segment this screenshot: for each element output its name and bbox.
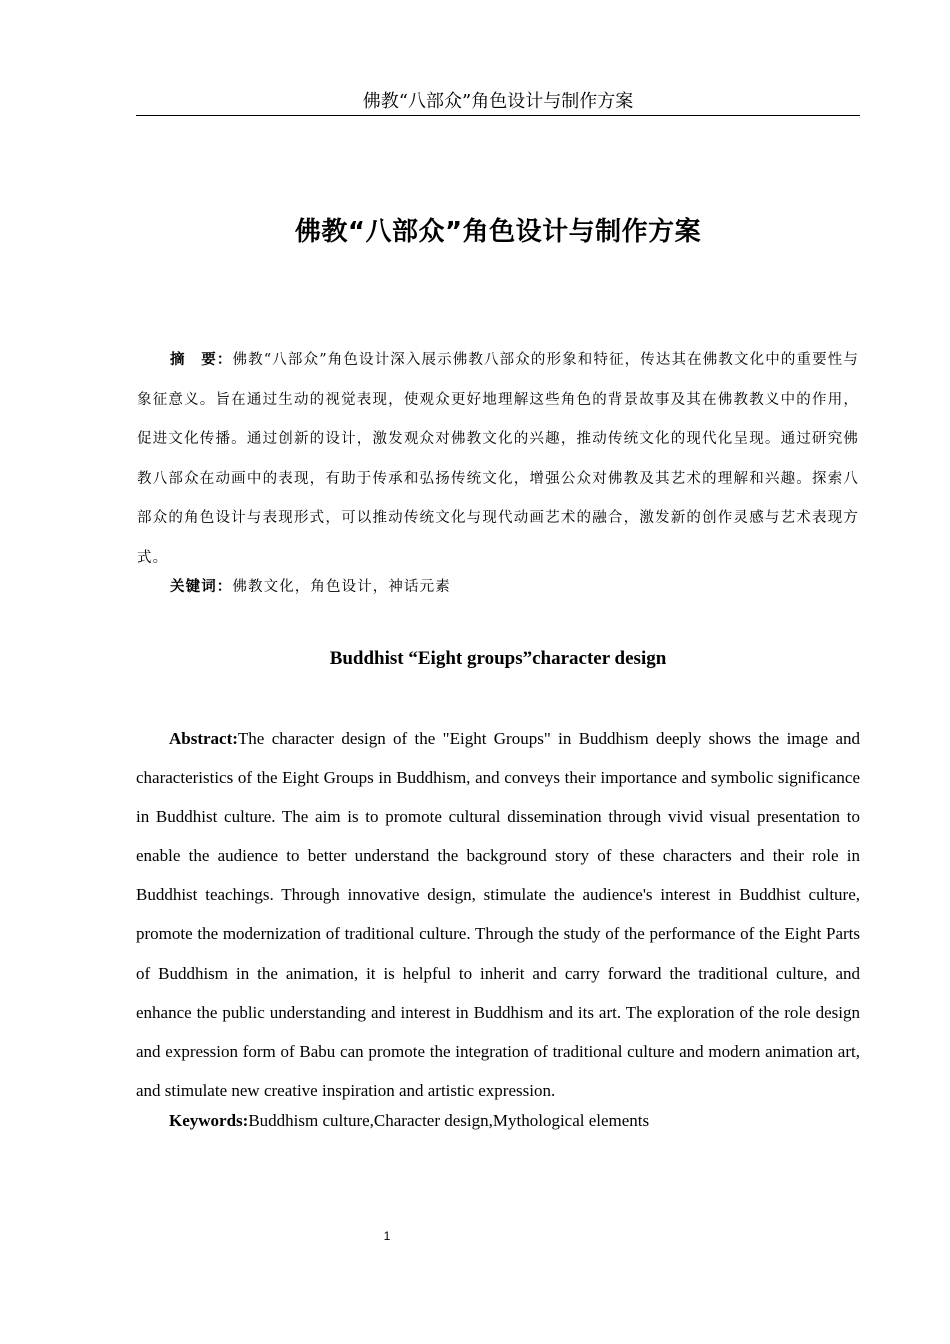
english-title: Buddhist “Eight groups”character design [329,648,667,669]
chinese-abstract-label: 摘 要： [170,352,233,368]
chinese-keywords [137,574,859,600]
english-abstract [136,719,860,1110]
chinese-title: 佛教“八部众”角色设计与制作方案 [294,217,702,247]
english-abstract-text: The character design of the "Eight Groups" in Buddhism deeply shows the image and characteristics of the Eight Groups in Buddhism, and conveys their importance and symbolic significance in Buddhist culture. The aim is to promote cultural dissemination through vivid visual presentation to enable the audience to better understand the background story of these characters and their role in Buddhist teachings. Through innovative design, stimulate the audience's interest in Buddhist culture, promote the modernization of traditional culture. Through the study of the performance of the Eight Parts of Buddhism in the animation, it is helpful to inherit and carry forward the traditional culture, and enhance the public understanding and interest in Buddhism and its art. The exploration of the role design and expression form of Babu can promote the integration of traditional culture and modern animation art, and stimulate new creative inspiration and artistic expression. [136,729,860,1100]
chinese-keywords-label: 关键词： [170,579,233,595]
english-abstract-label: Abstract: [169,729,238,748]
english-keywords-text: Buddhism culture,Character design,Mythological elements [248,1111,650,1130]
english-keywords-label: Keywords: [169,1111,249,1130]
chinese-abstract [137,341,859,578]
page-number: 1 [383,1229,391,1243]
english-keywords [136,1108,860,1134]
running-header: 佛教“八部众”角色设计与制作方案 [136,91,860,116]
chinese-keywords-text: 佛教文化，角色设计，神话元素 [232,579,451,595]
chinese-abstract-text: 佛教“八部众”角色设计深入展示佛教八部众的形象和特征，传达其在佛教文化中的重要性与象征意义。旨在通过生动的视觉表现，使观众更好地理解这些角色的背景故事及其在佛教教义中的作用，促进文化传播。通过创新的设计，激发观众对佛教文化的兴趣，推动传统文化的现代化呈现。通过研究佛教八部众在动画中的表现，有助于传承和弘扬传统文化，增强公众对佛教及其艺术的理解和兴趣。探索八部众的角色设计与表现形式，可以推动传统文化与现代动画艺术的融合，激发新的创作灵感与艺术表现方式。 [137,352,860,566]
